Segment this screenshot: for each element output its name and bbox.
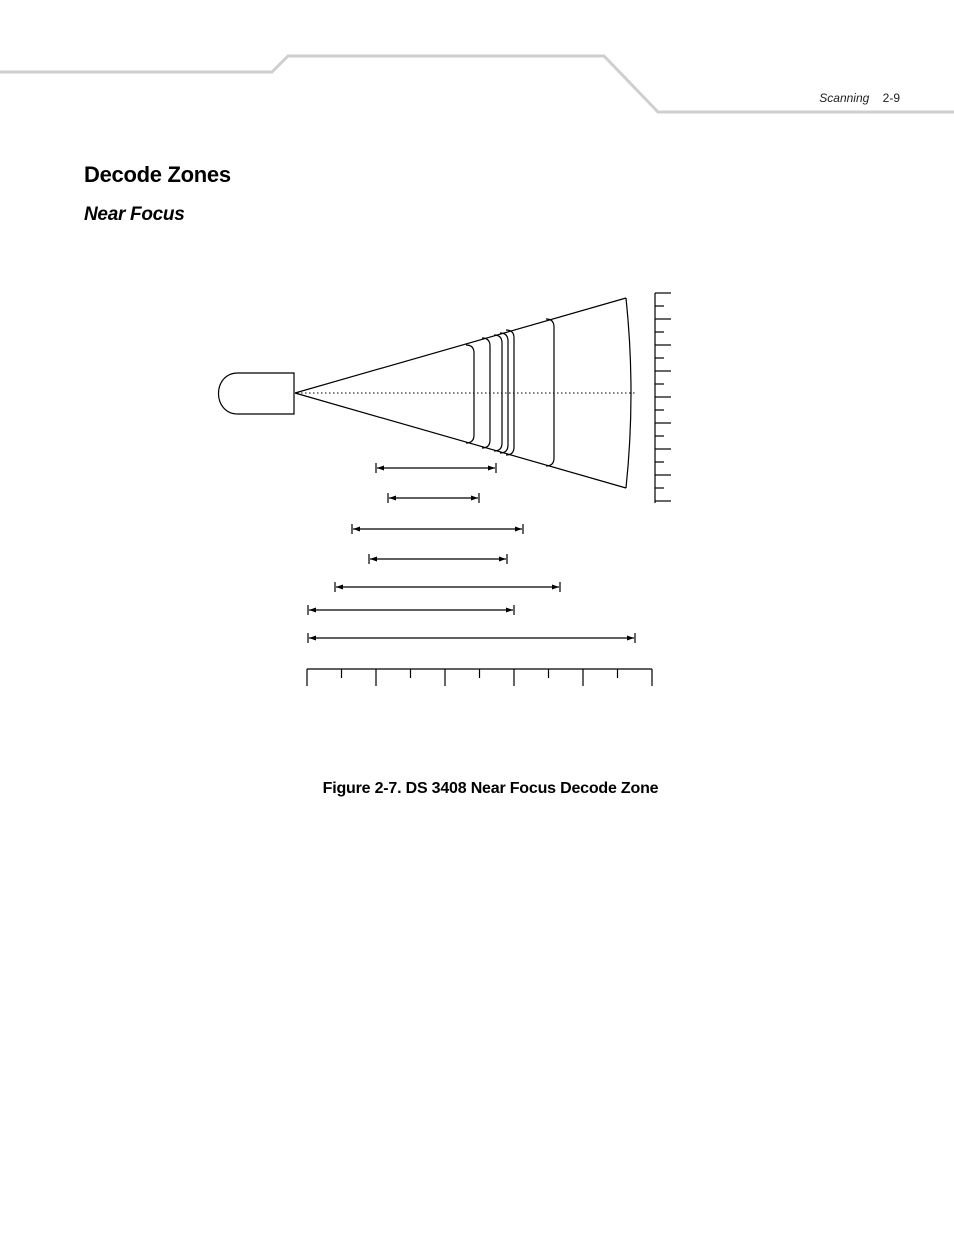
range-bars xyxy=(308,463,635,643)
range-bar-right-arrow xyxy=(552,585,559,590)
range-bar xyxy=(335,582,560,592)
range-bar xyxy=(388,493,479,503)
range-bar-right-arrow xyxy=(627,636,634,641)
zone-arc xyxy=(466,345,474,443)
range-bar-left-arrow xyxy=(309,636,316,641)
section-subtitle: Near Focus xyxy=(84,204,185,225)
scanner-head xyxy=(219,373,295,414)
figure-caption: Figure 2-7. DS 3408 Near Focus Decode Zone xyxy=(322,780,659,797)
range-bar-left-arrow xyxy=(389,496,396,501)
page-title: Decode Zones xyxy=(84,162,231,187)
running-head-section: Scanning xyxy=(819,91,870,105)
vertical-scale xyxy=(655,293,671,503)
page-number: 2-9 xyxy=(882,91,900,105)
range-bar-left-arrow xyxy=(377,466,384,471)
horizontal-scale xyxy=(307,669,652,686)
range-bar-right-arrow xyxy=(506,608,513,613)
range-bar xyxy=(352,524,523,534)
range-bar-right-arrow xyxy=(515,527,522,532)
range-bar xyxy=(308,605,514,615)
range-bar-right-arrow xyxy=(471,496,478,501)
range-bar-left-arrow xyxy=(370,557,377,562)
range-bar-left-arrow xyxy=(353,527,360,532)
range-bar-left-arrow xyxy=(309,608,316,613)
range-bar-left-arrow xyxy=(336,585,343,590)
range-bar xyxy=(308,633,635,643)
range-bar-right-arrow xyxy=(488,466,495,471)
range-bar-right-arrow xyxy=(499,557,506,562)
range-bar xyxy=(376,463,496,473)
range-bar xyxy=(369,554,507,564)
